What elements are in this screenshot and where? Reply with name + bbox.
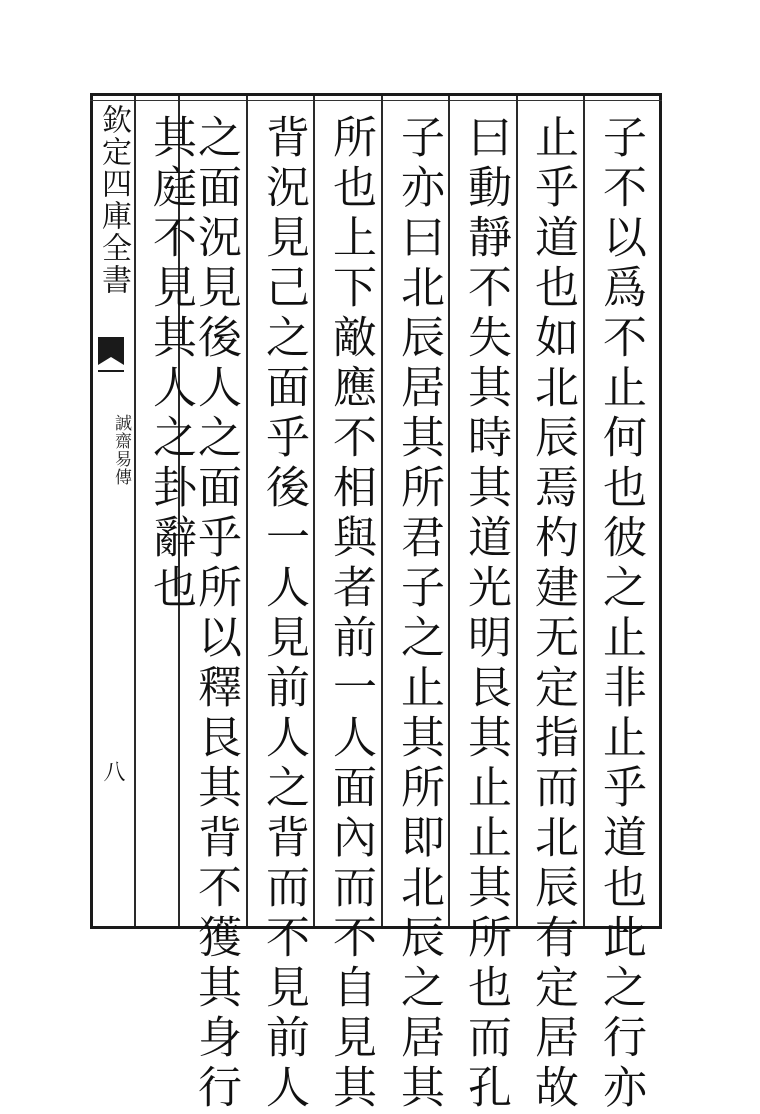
column-rule <box>313 96 315 926</box>
section-title: 誠齋易傳 <box>111 414 131 486</box>
text-column-8: 其庭不見其人之卦辭也 <box>145 114 196 614</box>
page-number: 八 <box>100 760 125 782</box>
book-title: 欽定四庫全書 <box>96 104 131 296</box>
column-rule <box>246 96 248 926</box>
top-rule <box>90 100 662 101</box>
column-rule <box>134 96 136 926</box>
text-column-6: 背況見己之面乎後一人見前人之背而不見前人 <box>258 114 309 1114</box>
text-column-7: 之面況見後人之面乎所以釋艮其背不獲其身行 <box>190 114 241 1114</box>
fish-tail-ornament <box>94 335 128 375</box>
text-column-5: 所也上下敵應不相與者前一人面內而不自見其 <box>325 114 376 1114</box>
column-rule <box>381 96 383 926</box>
column-rule <box>516 96 518 926</box>
text-column-2: 止乎道也如北辰焉杓建无定指而北辰有定居故 <box>527 114 578 1114</box>
text-column-4: 子亦曰北辰居其所君子之止其所即北辰之居其 <box>393 114 444 1114</box>
text-column-1: 子不以爲不止何也彼之止非止乎道也此之行亦 <box>595 114 646 1114</box>
column-rule <box>583 96 585 926</box>
column-rule <box>448 96 450 926</box>
text-column-3: 曰動靜不失其時其道光明艮其止止其所也而孔 <box>460 114 511 1114</box>
